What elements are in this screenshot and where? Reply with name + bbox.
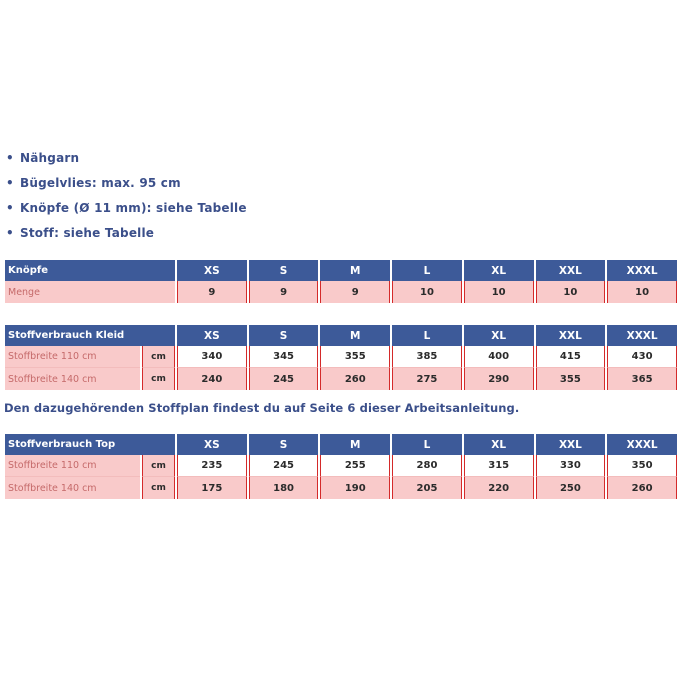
table-row bbox=[5, 346, 677, 368]
table-header-row bbox=[5, 434, 677, 455]
table-cell: 255 bbox=[320, 455, 390, 477]
row-unit: cm bbox=[142, 368, 175, 390]
table-title: Stoffverbrauch Top bbox=[5, 434, 175, 455]
materials-item: • Knöpfe (Ø 11 mm): siehe Tabelle bbox=[6, 201, 247, 215]
fabric-plan-note: Den dazugehörenden Stoffplan findest du auf Seite 6 dieser Arbeitsanleitung. bbox=[4, 401, 520, 415]
materials-item-text: Knöpfe (Ø 11 mm): siehe Tabelle bbox=[20, 201, 247, 215]
table-row bbox=[5, 455, 677, 477]
table-cell: 355 bbox=[320, 346, 390, 368]
materials-item-text: Stoff: siehe Tabelle bbox=[20, 226, 155, 240]
size-header: L bbox=[392, 434, 462, 455]
table-cell: 175 bbox=[177, 477, 247, 499]
table-cell: 280 bbox=[392, 455, 462, 477]
table-cell: 340 bbox=[177, 346, 247, 368]
row-label: Stoffbreite 110 cm bbox=[5, 346, 140, 368]
size-header: XXL bbox=[536, 260, 606, 281]
materials-item-text: Bügelvlies: max. 95 cm bbox=[20, 176, 181, 190]
table-cell: 430 bbox=[607, 346, 677, 368]
materials-item: • Bügelvlies: max. 95 cm bbox=[6, 176, 181, 190]
table-cell: 385 bbox=[392, 346, 462, 368]
table-cell: 190 bbox=[320, 477, 390, 499]
table-cell: 10 bbox=[464, 281, 534, 303]
table-row bbox=[5, 368, 677, 390]
table-cell: 365 bbox=[607, 368, 677, 390]
table-cell: 345 bbox=[249, 346, 319, 368]
table-cell: 330 bbox=[536, 455, 606, 477]
table-row bbox=[5, 477, 677, 499]
size-header: XXL bbox=[536, 434, 606, 455]
size-header: L bbox=[392, 325, 462, 346]
materials-item: • Stoff: siehe Tabelle bbox=[6, 226, 155, 240]
table-cell: 180 bbox=[249, 477, 319, 499]
size-header: S bbox=[249, 260, 319, 281]
table-cell: 415 bbox=[536, 346, 606, 368]
buttons-table bbox=[3, 260, 679, 303]
table-cell: 9 bbox=[177, 281, 247, 303]
row-label: Stoffbreite 110 cm bbox=[5, 455, 140, 477]
table-cell: 245 bbox=[249, 368, 319, 390]
size-header: XL bbox=[464, 434, 534, 455]
size-header: XS bbox=[177, 260, 247, 281]
table-cell: 355 bbox=[536, 368, 606, 390]
row-unit: cm bbox=[142, 455, 175, 477]
table-cell: 9 bbox=[320, 281, 390, 303]
table-row bbox=[5, 281, 677, 303]
table-cell: 275 bbox=[392, 368, 462, 390]
materials-list bbox=[6, 150, 247, 250]
table-cell: 240 bbox=[177, 368, 247, 390]
table-cell: 10 bbox=[392, 281, 462, 303]
table-cell: 350 bbox=[607, 455, 677, 477]
materials-item: • Nähgarn bbox=[6, 151, 80, 165]
row-label: Stoffbreite 140 cm bbox=[5, 477, 140, 499]
table-cell: 245 bbox=[249, 455, 319, 477]
size-header: M bbox=[320, 325, 390, 346]
size-header: XS bbox=[177, 434, 247, 455]
size-header: XXXL bbox=[607, 260, 677, 281]
table-header-row bbox=[5, 260, 677, 281]
table-cell: 220 bbox=[464, 477, 534, 499]
table-cell: 290 bbox=[464, 368, 534, 390]
size-header: XL bbox=[464, 260, 534, 281]
table-cell: 250 bbox=[536, 477, 606, 499]
table-cell: 235 bbox=[177, 455, 247, 477]
table-cell: 260 bbox=[607, 477, 677, 499]
row-unit: cm bbox=[142, 477, 175, 499]
table-cell: 400 bbox=[464, 346, 534, 368]
size-header: S bbox=[249, 434, 319, 455]
size-header: M bbox=[320, 260, 390, 281]
size-header: XL bbox=[464, 325, 534, 346]
table-cell: 9 bbox=[249, 281, 319, 303]
table-cell: 205 bbox=[392, 477, 462, 499]
size-header: S bbox=[249, 325, 319, 346]
size-header: XXXL bbox=[607, 434, 677, 455]
table-header-row bbox=[5, 325, 677, 346]
size-header: XS bbox=[177, 325, 247, 346]
row-label: Stoffbreite 140 cm bbox=[5, 368, 140, 390]
row-label: Menge bbox=[5, 281, 175, 303]
table-cell: 10 bbox=[607, 281, 677, 303]
size-header: L bbox=[392, 260, 462, 281]
table-cell: 315 bbox=[464, 455, 534, 477]
row-unit: cm bbox=[142, 346, 175, 368]
table-title: Knöpfe bbox=[5, 260, 175, 281]
table-title: Stoffverbrauch Kleid bbox=[5, 325, 175, 346]
dress-fabric-table bbox=[3, 325, 679, 390]
materials-item-text: Nähgarn bbox=[20, 151, 80, 165]
size-header: XXL bbox=[536, 325, 606, 346]
top-fabric-table bbox=[3, 434, 679, 499]
table-cell: 10 bbox=[536, 281, 606, 303]
table-cell: 260 bbox=[320, 368, 390, 390]
size-header: XXXL bbox=[607, 325, 677, 346]
size-header: M bbox=[320, 434, 390, 455]
